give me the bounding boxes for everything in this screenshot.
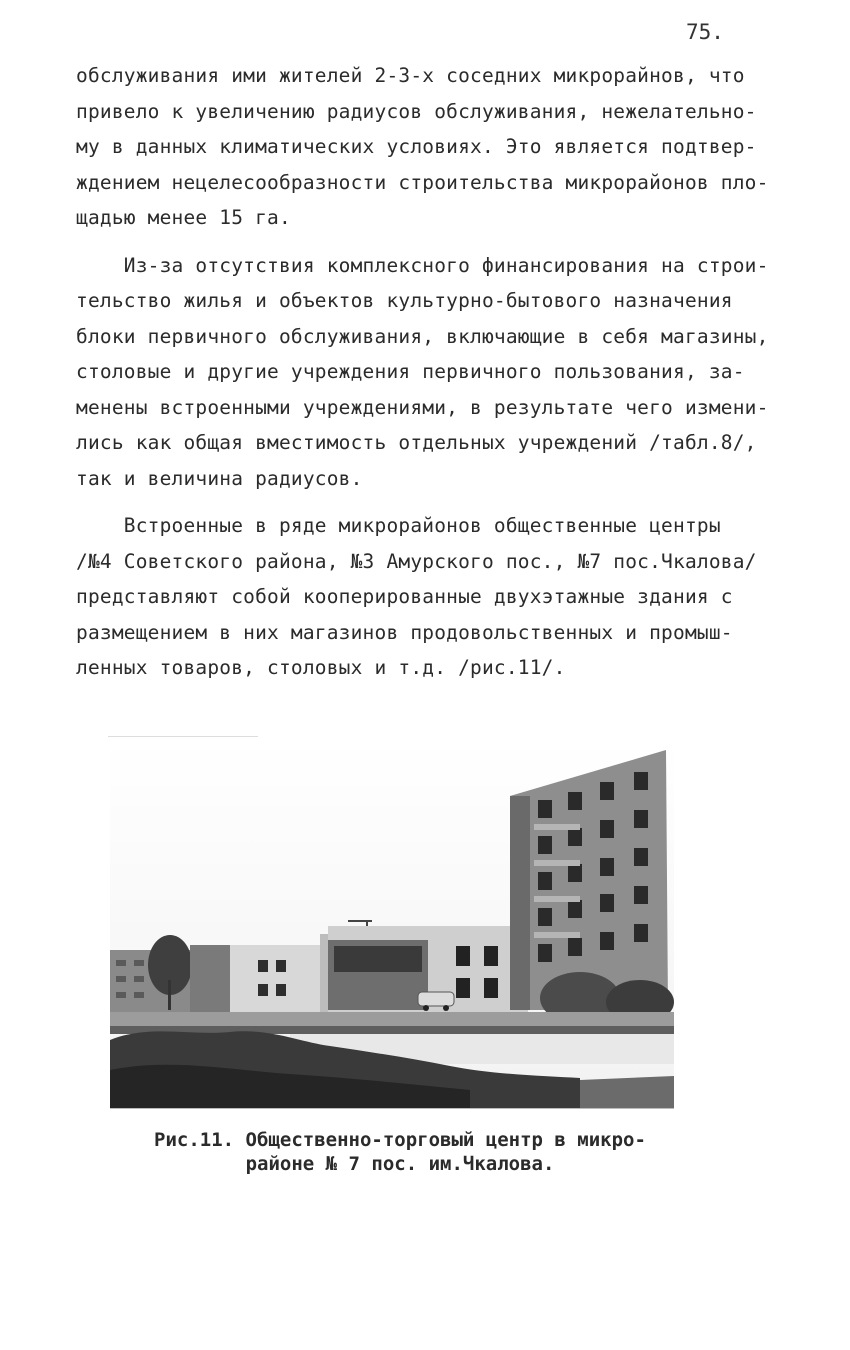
caption-line: районе № 7 пос. им.Чкалова. xyxy=(245,1153,555,1175)
paragraph xyxy=(76,58,806,236)
text-line: Встроенные в ряде микрорайонов общественные центры xyxy=(76,514,721,537)
text-line: менены встроенными учреждениями, в результате чего измени- xyxy=(76,395,769,419)
caption-line: Рис.11. Общественно-торговый центр в микро- xyxy=(154,1129,646,1151)
figure-photo xyxy=(110,740,674,1109)
text-line: му в данных климатических условиях. Это является подтвер- xyxy=(76,135,757,158)
body-text xyxy=(76,58,806,686)
text-line: Из-за отсутствия комплексного финансирования на строи- xyxy=(76,253,769,277)
text-line: размещением в них магазинов продовольственных и промыш- xyxy=(76,620,733,644)
text-line: ленных товаров, столовых и т.д. /рис.11/. xyxy=(76,656,566,679)
text-line: лись как общая вместимость отдельных учреждений /табл.8/, xyxy=(76,431,757,454)
page-number: 75. xyxy=(686,20,724,44)
text-line: столовые и другие учреждения первичного пользования, за- xyxy=(76,360,745,383)
text-line: так и величина радиусов. xyxy=(76,466,363,490)
text-line: блоки первичного обслуживания, включающие в себя магазины, xyxy=(76,324,769,348)
text-line: /№4 Советского района, №3 Амурского пос., №7 пос.Чкалова/ xyxy=(76,549,757,573)
figure-caption xyxy=(100,1128,700,1176)
text-line: ждением нецелесообразности строительства микрорайонов пло- xyxy=(76,170,769,194)
scan-artifact xyxy=(108,736,258,737)
text-line: тельство жилья и объектов культурно-бытового назначения xyxy=(76,289,733,312)
building-photo xyxy=(110,740,674,1108)
text-line: щадью менее 15 га. xyxy=(76,206,291,229)
paragraph xyxy=(76,508,806,686)
paragraph xyxy=(76,248,806,497)
text-line: обслуживания ими жителей 2-3-х соседних микрорайнов, что xyxy=(76,64,745,87)
text-line: представляют собой кооперированные двухэтажные здания с xyxy=(76,585,733,608)
text-line: привело к увеличению радиусов обслуживания, нежелательно- xyxy=(76,99,757,123)
